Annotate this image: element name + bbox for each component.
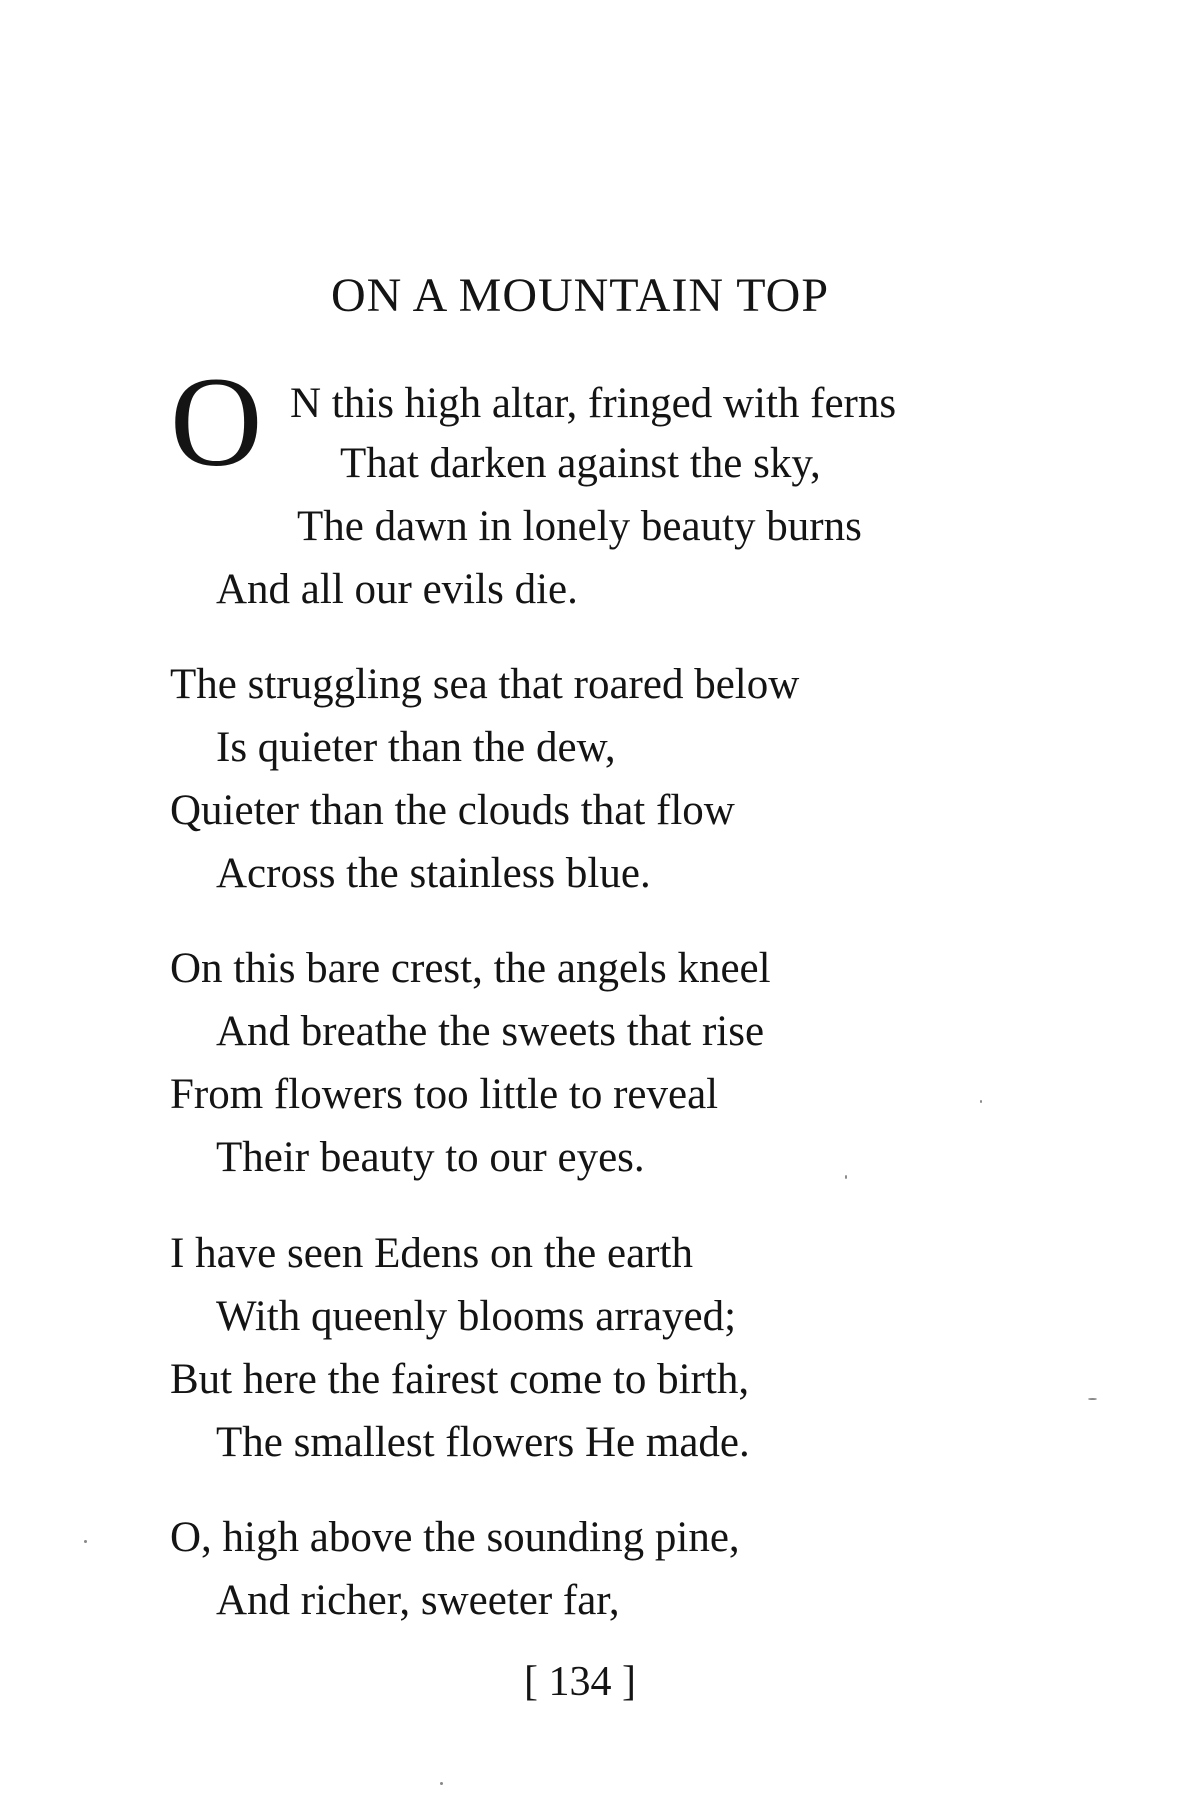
poem-title: ON A MOUNTAIN TOP [330,269,830,322]
page-number: [ 134 ] [524,1659,636,1705]
poem-line: But here the fairest come to birth, [170,1356,750,1403]
poem-line: I have seen Edens on the earth [170,1230,693,1277]
poem-line: The dawn in lonely beauty burns [297,503,862,550]
poem-line: Across the stainless blue. [216,850,651,897]
poem-line: And all our evils die. [216,566,578,613]
poem-line: Their beauty to our eyes. [216,1134,645,1181]
poem-line: And richer, sweeter far, [216,1577,620,1624]
paper-speck [440,1782,443,1785]
poem-line: With queenly blooms arrayed; [216,1293,737,1340]
drop-cap: O [170,351,263,493]
poem-line: Is quieter than the dew, [216,724,616,771]
poem-line: On this bare crest, the angels kneel [170,945,771,992]
poem-line: From flowers too little to reveal [170,1071,719,1118]
poem-line: O, high above the sounding pine, [170,1514,740,1561]
paper-speck [980,1100,982,1103]
paper-speck [845,1175,847,1179]
paper-speck [1088,1398,1097,1400]
poem-line: The smallest flowers He made. [216,1419,750,1466]
poem-line: N this high altar, fringed with ferns [290,380,897,427]
poem-line: Quieter than the clouds that flow [170,787,735,834]
poem-line: And breathe the sweets that rise [216,1008,765,1055]
poem-line: The struggling sea that roared below [170,661,800,708]
paper-speck [84,1540,87,1543]
poem-line: That darken against the sky, [340,440,821,487]
